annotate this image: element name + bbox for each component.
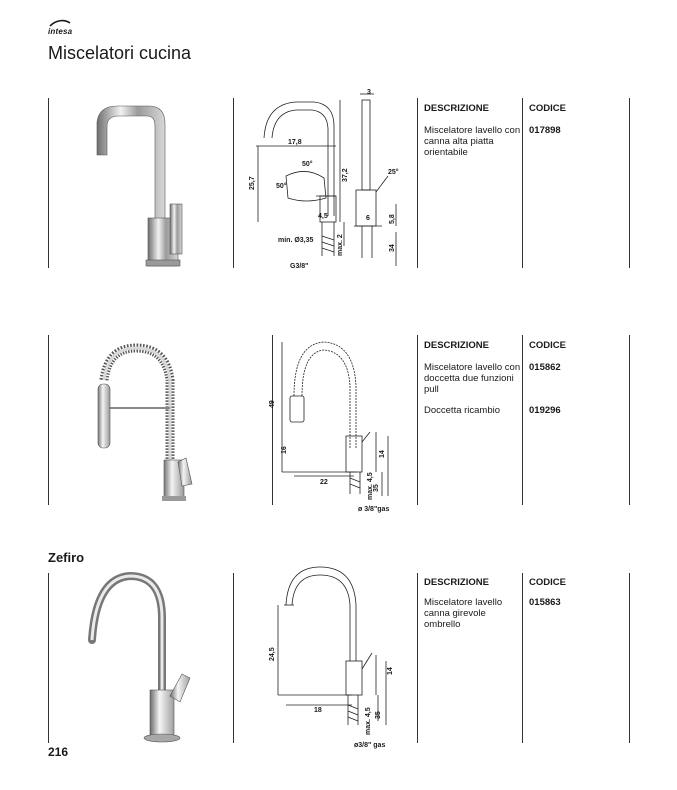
product-description: Miscelatore lavello con canna alta piatta orientabile xyxy=(424,125,521,158)
description-header: DESCRIZIONE xyxy=(424,340,489,351)
column-divider xyxy=(522,335,523,505)
technical-drawing-1 xyxy=(236,86,416,276)
product-description: Miscelatore lavello con doccetta due funzioni pull xyxy=(424,362,521,395)
product-description: Miscelatore lavello canna girevole ombrello xyxy=(424,597,503,630)
dimension-label: 35 xyxy=(373,484,380,492)
dimension-label: max. 2 xyxy=(337,234,344,256)
product-description: Doccetta ricambio xyxy=(424,405,501,416)
dimension-label: 25,7 xyxy=(249,176,256,190)
dimension-label: max. 4,5 xyxy=(365,707,372,735)
column-divider xyxy=(629,98,630,268)
description-header: DESCRIZIONE xyxy=(424,577,489,588)
dimension-label: 37,2 xyxy=(342,168,349,182)
dimension-label: 49 xyxy=(269,400,276,408)
dimension-label: 14 xyxy=(379,450,386,458)
column-divider xyxy=(48,98,49,268)
dimension-label: min. Ø3,35 xyxy=(278,237,314,244)
dimension-label: 25° xyxy=(388,169,399,176)
dimension-label: 6 xyxy=(366,215,370,222)
page-number: 216 xyxy=(48,745,69,759)
dimension-label: 50° xyxy=(276,183,287,190)
dimension-label: 18 xyxy=(314,707,322,714)
dimension-label: 34 xyxy=(389,244,396,252)
dimension-label: 17,8 xyxy=(288,139,302,146)
column-divider xyxy=(48,573,49,743)
code-header: CODICE xyxy=(529,103,566,114)
product-photo-faucet-gooseneck xyxy=(82,570,202,748)
product-photo-faucet-flat-spout xyxy=(85,100,195,270)
product-code: 019296 xyxy=(529,405,561,416)
dimension-label: G3/8" xyxy=(290,263,309,270)
column-divider xyxy=(522,98,523,268)
dimension-label: 14 xyxy=(387,667,394,675)
dimension-label: ø 3/8"gas xyxy=(358,506,390,513)
dimension-label: 4,5 xyxy=(318,213,328,220)
section-title: Zefiro xyxy=(48,550,85,565)
dimension-label: 16 xyxy=(281,446,288,454)
brand-name: intesa xyxy=(48,27,73,36)
dimension-label: ø3/8" gas xyxy=(354,742,386,749)
product-code: 017898 xyxy=(529,125,561,136)
technical-drawing-2 xyxy=(270,336,420,516)
dimension-label: 24,5 xyxy=(269,647,276,661)
dimension-label: 5,8 xyxy=(389,214,396,224)
code-header: CODICE xyxy=(529,340,566,351)
product-photo-faucet-spring-pull xyxy=(90,340,200,505)
page-title: Miscelatori cucina xyxy=(48,43,192,63)
dimension-label: max. 4,5 xyxy=(367,472,374,500)
column-divider xyxy=(48,335,49,505)
brand-logo xyxy=(48,18,88,36)
technical-drawing-3 xyxy=(262,565,412,755)
dimension-label: 22 xyxy=(320,479,328,486)
column-divider xyxy=(417,98,418,268)
description-header: DESCRIZIONE xyxy=(424,103,489,114)
column-divider xyxy=(233,98,234,268)
column-divider xyxy=(233,573,234,743)
product-code: 015863 xyxy=(529,597,561,608)
dimension-label: 50° xyxy=(302,161,313,168)
column-divider xyxy=(417,573,418,743)
column-divider xyxy=(629,335,630,505)
product-code: 015862 xyxy=(529,362,561,373)
dimension-label: 3 xyxy=(367,89,371,96)
column-divider xyxy=(629,573,630,743)
dimension-label: 35 xyxy=(375,711,382,719)
code-header: CODICE xyxy=(529,577,566,588)
